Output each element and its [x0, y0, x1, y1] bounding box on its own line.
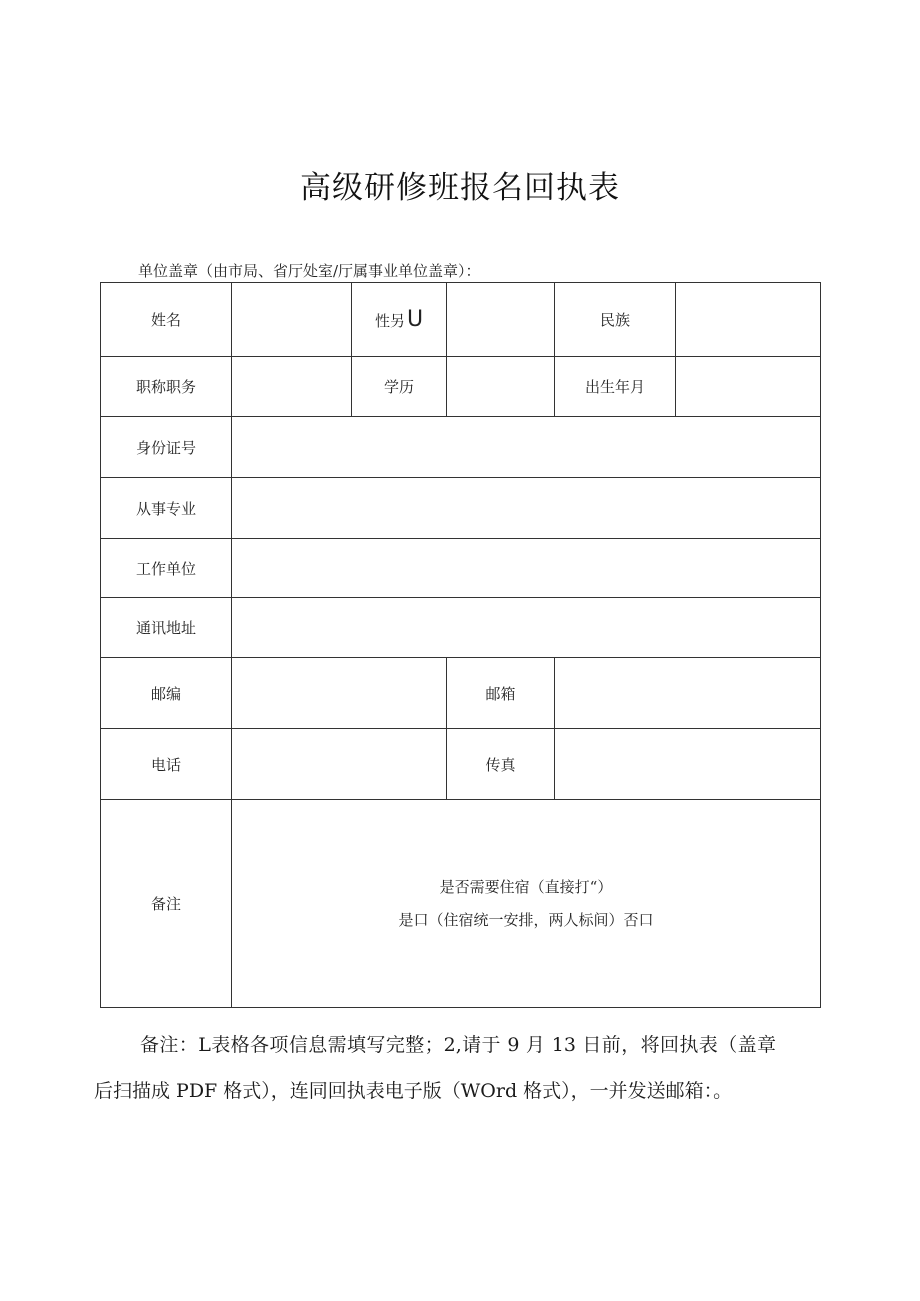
table-row — [101, 658, 821, 729]
gender-label: 性另 — [374, 312, 405, 330]
ethnicity-label: 民族 — [555, 283, 676, 357]
table-row — [101, 283, 821, 357]
profession-label: 从事专业 — [101, 478, 232, 539]
email-field[interactable] — [555, 658, 821, 729]
table-row — [101, 800, 821, 1008]
footnote: 备注：L表格各项信息需填写完整；2,请于 9 月 13 日前，将回执表（盖章后扫描成 PDF 格式），连同回执表电子版（WOrd 格式），一并发送邮箱：。 — [94, 1034, 776, 1102]
remarks-label: 备注 — [101, 800, 232, 1008]
page-title: 高级研修班报名回执表 — [300, 170, 620, 206]
id-field[interactable] — [232, 417, 821, 478]
phone-field[interactable] — [232, 729, 447, 800]
table-row — [101, 357, 821, 417]
fax-label: 传真 — [447, 729, 555, 800]
id-label: 身份证号 — [101, 417, 232, 478]
education-field[interactable] — [447, 357, 555, 417]
fax-field[interactable] — [555, 729, 821, 800]
employer-label: 工作单位 — [101, 539, 232, 598]
title-position-label: 职称职务 — [101, 357, 232, 417]
table-row — [101, 729, 821, 800]
table-row — [101, 417, 821, 478]
email-label: 邮箱 — [447, 658, 555, 729]
unit-seal-label: 单位盖章（由市局、省厅处室/厅属事业单位盖章）： — [138, 262, 481, 280]
table-row — [101, 478, 821, 539]
profession-field[interactable] — [232, 478, 821, 539]
postcode-label: 邮编 — [101, 658, 232, 729]
gender-field[interactable] — [447, 283, 555, 357]
accommodation-question: 是否需要住宿（直接打“） — [439, 877, 613, 896]
remarks-field[interactable] — [232, 800, 821, 1008]
address-label: 通讯地址 — [101, 598, 232, 658]
address-field[interactable] — [232, 598, 821, 658]
registration-form-table — [100, 282, 821, 1008]
phone-label: 电话 — [101, 729, 232, 800]
education-label: 学历 — [352, 357, 447, 417]
title-position-field[interactable] — [232, 357, 352, 417]
table-row — [101, 598, 821, 658]
birth-label: 出生年月 — [555, 357, 676, 417]
ethnicity-field[interactable] — [676, 283, 821, 357]
gender-label-cell — [352, 283, 447, 357]
name-field[interactable] — [232, 283, 352, 357]
postcode-field[interactable] — [232, 658, 447, 729]
table-row — [101, 539, 821, 598]
gender-mark: U — [406, 307, 424, 332]
employer-field[interactable] — [232, 539, 821, 598]
accommodation-options: 是口（住宿统一安排，两人标间）否口 — [398, 910, 654, 929]
birth-field[interactable] — [676, 357, 821, 417]
name-label: 姓名 — [101, 283, 232, 357]
